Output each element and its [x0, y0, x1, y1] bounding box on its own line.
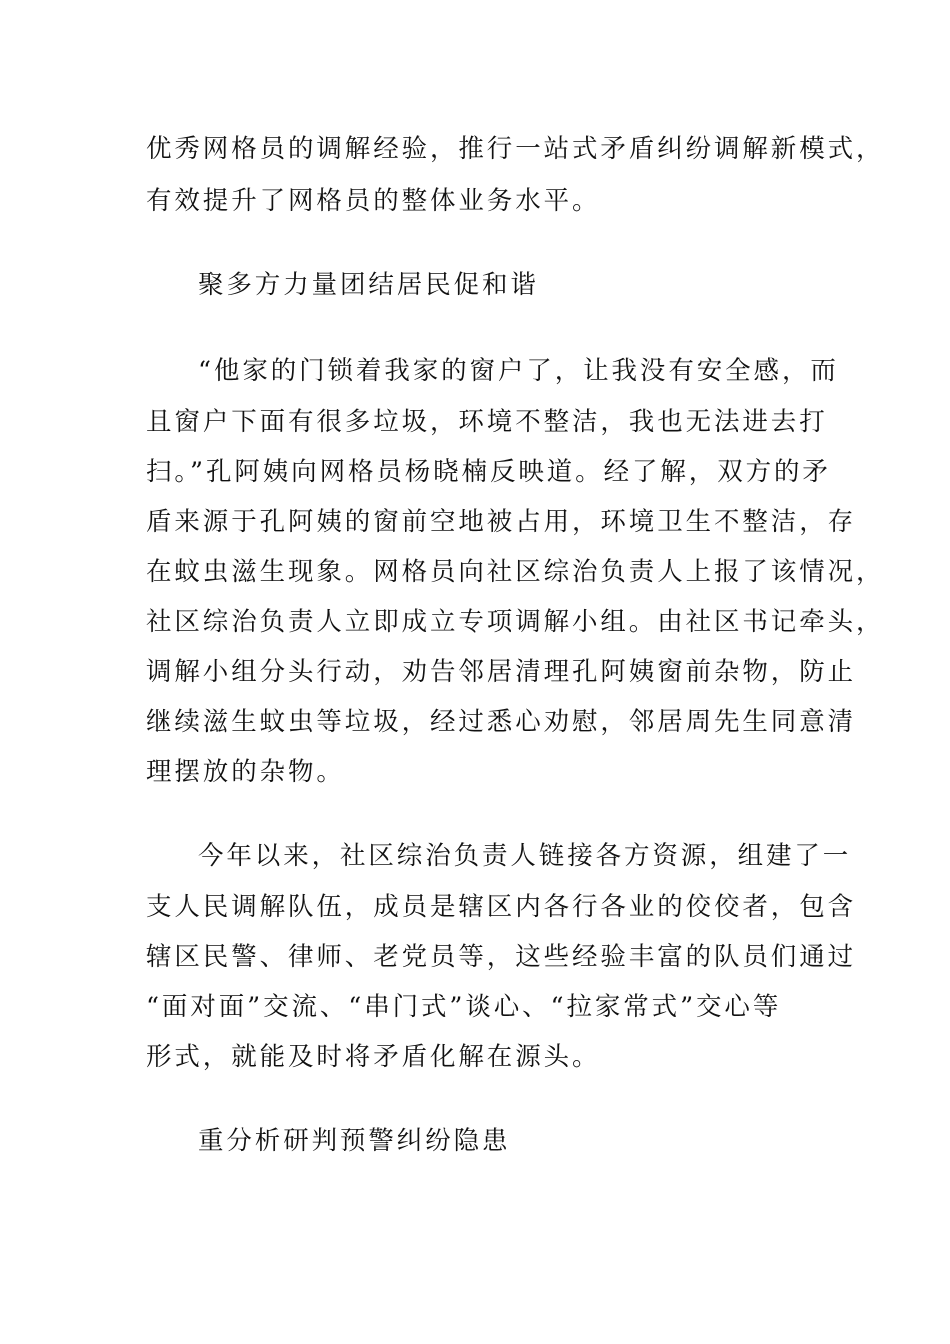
paragraph-line: 支人民调解队伍，成员是辖区内各行各业的佼佼者，包含 [146, 892, 857, 922]
paragraph-line: “面对面”交流、“串门式”谈心、“拉家常式”交心等 [146, 992, 782, 1022]
paragraph-line: 且窗户下面有很多垃圾，环境不整洁，我也无法进去打 [146, 407, 828, 437]
paragraph-line: 优秀网格员的调解经验，推行一站式矛盾纠纷调解新模式， [146, 134, 885, 164]
paragraph-line: 今年以来，社区综治负责人链接各方资源，组建了一 [198, 841, 852, 871]
paragraph-line: 调解小组分头行动，劝告邻居清理孔阿姨窗前杂物，防止 [146, 657, 857, 687]
paragraph-line: 社区综治负责人立即成立专项调解小组。由社区书记牵头， [146, 607, 885, 637]
paragraph-line: “他家的门锁着我家的窗户了，让我没有安全感，而 [198, 356, 839, 386]
paragraph-line: 在蚊虫滋生现象。网格员向社区综治负责人上报了该情况， [146, 557, 885, 587]
section-heading: 重分析研判预警纠纷隐患 [198, 1126, 511, 1156]
paragraph-line: 扫。”孔阿姨向网格员杨晓楠反映道。经了解，双方的矛 [146, 457, 831, 487]
paragraph-line: 理摆放的杂物。 [146, 757, 345, 787]
paragraph-line: 继续滋生蚊虫等垃圾，经过悉心劝慰，邻居周先生同意清 [146, 707, 857, 737]
paragraph-line: 盾来源于孔阿姨的窗前空地被占用，环境卫生不整洁，存 [146, 507, 857, 537]
paragraph-line: 辖区民警、律师、老党员等，这些经验丰富的队员们通过 [146, 942, 857, 972]
section-heading: 聚多方力量团结居民促和谐 [198, 270, 539, 300]
paragraph-line: 形式，就能及时将矛盾化解在源头。 [146, 1042, 601, 1072]
paragraph-line: 有效提升了网格员的整体业务水平。 [146, 186, 601, 216]
